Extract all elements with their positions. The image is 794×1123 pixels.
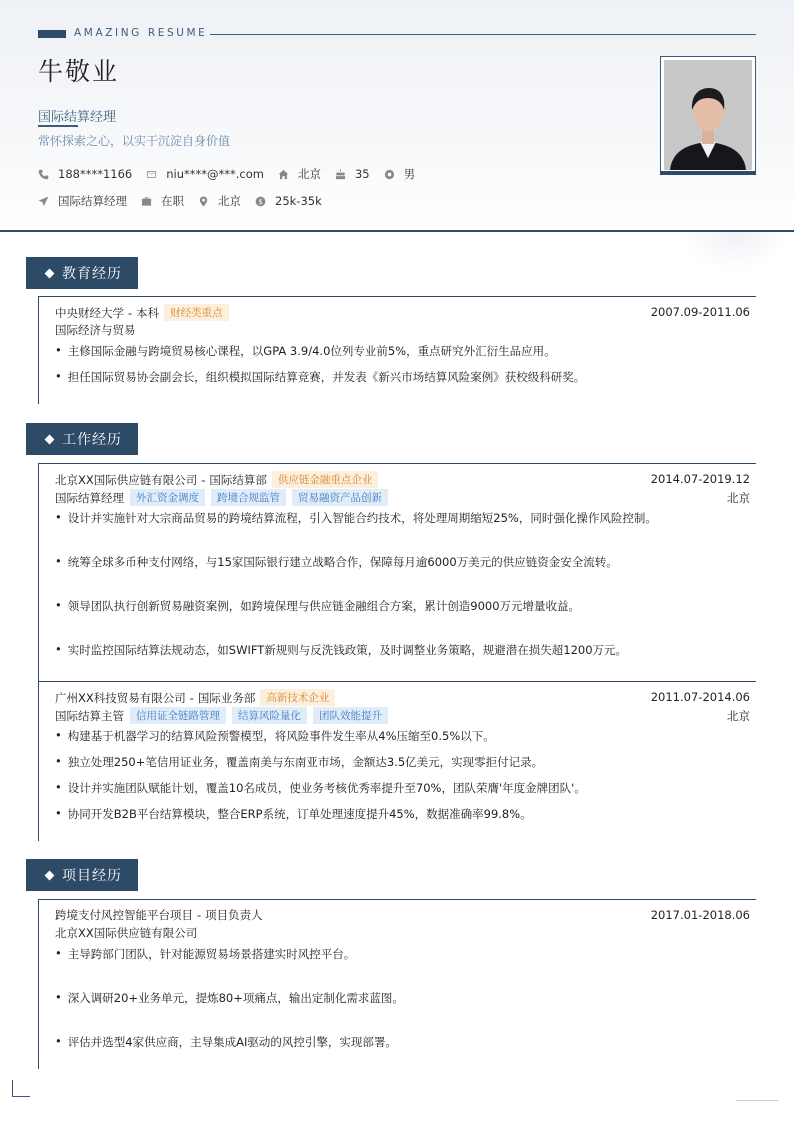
separator: - (201, 472, 206, 487)
separator: - (189, 690, 194, 705)
photo-accent-bar (660, 171, 756, 175)
bullet-text: 深入调研20+业务单元，提炼80+项痛点，输出定制化需求蓝图。 (67, 991, 404, 1005)
bullet-text: 统筹全球多币种支付网络，与15家国际银行建立战略合作，保障每月逾6000万美元的供应链资金安全流转。 (67, 555, 618, 569)
bullet-text: 独立处理250+笔信用证业务，覆盖南美与东南亚市场，金额达3.5亿美元，实现零拒付记录。 (67, 755, 544, 769)
contact-age (335, 167, 370, 181)
separator: - (197, 908, 202, 922)
location-icon (198, 196, 209, 207)
company-badge: 供应链金融重点企业 (272, 471, 379, 488)
intent-city (198, 193, 241, 209)
bullet-dot: • (55, 343, 62, 357)
work-date: 2014.07-2019.12 (650, 472, 750, 486)
intent-position (38, 193, 127, 209)
contact-email (146, 167, 264, 181)
contact-home (278, 166, 321, 182)
skill-tag: 跨境合规监管 (211, 489, 286, 506)
skill-tag: 贸易融资产品创新 (292, 489, 388, 506)
work-position-row (55, 489, 388, 506)
contact-phone (38, 167, 132, 181)
svg-text:$: $ (258, 197, 263, 206)
phone-icon (38, 169, 49, 180)
separator: - (128, 305, 133, 320)
candidate-motto: 常怀探索之心，以实干沉淀自身价值 (38, 134, 231, 148)
portrait-image (664, 60, 752, 170)
education-bullet (55, 369, 585, 385)
section-project (26, 859, 138, 891)
header-decoration (680, 232, 790, 272)
work-city: 北京 (727, 491, 750, 505)
skill-tag: 信用证全链路管理 (130, 707, 226, 724)
section-education (26, 257, 138, 289)
diamond-icon (45, 268, 55, 278)
tag-text: AMAZING RESUME (74, 27, 208, 39)
bullet-text: 主导跨部门团队，针对能源贸易场景搭建实时风控平台。 (67, 947, 356, 961)
candidate-name: 牛敬业 (38, 57, 120, 86)
education-date: 2007.09-2011.06 (650, 305, 750, 319)
work-date: 2011.07-2014.06 (650, 690, 750, 704)
intent-salary (255, 194, 322, 208)
bullet-dot: • (55, 510, 62, 524)
department: 国际结算部 (209, 472, 267, 487)
bullet-text: 领导团队执行创新贸易融资案例，如跨境保理与供应链金融组合方案，累计创造9000万元增量收益。 (67, 599, 581, 613)
intent-city-value: 北京 (218, 194, 241, 208)
company-name: 北京XX国际供应链有限公司 (55, 472, 198, 487)
diamond-icon (45, 870, 55, 880)
intent-salary-value: 25k-35k (275, 194, 322, 208)
bullet-text: 构建基于机器学习的结算风险预警模型，将风险事件发生率从4%压缩至0.5%以下。 (67, 729, 495, 743)
section-project-title: 项目经历 (62, 868, 122, 884)
intent-row (38, 193, 336, 209)
work-bullet (55, 642, 627, 658)
contact-email-value: niu****@***.com (166, 167, 264, 181)
work-header (55, 689, 335, 706)
project-date: 2017.01-2018.06 (650, 908, 750, 922)
education-header (55, 304, 229, 321)
resume-tag (38, 27, 756, 41)
project-company: 北京XX国际供应链有限公司 (55, 926, 198, 940)
school-badge: 财经类重点 (164, 304, 229, 321)
bullet-text: 实时监控国际结算法规动态，如SWIFT新规则与反洗钱政策，及时调整业务策略，规避潜在损失超1200万元。 (67, 643, 628, 657)
corner-decoration (12, 1080, 30, 1097)
degree: 本科 (136, 305, 160, 320)
send-icon (38, 196, 49, 207)
project-header (55, 907, 263, 923)
position: 国际结算经理 (55, 490, 124, 505)
bullet-dot: • (55, 369, 62, 383)
project-bullet (55, 946, 355, 962)
intent-status-value: 在职 (161, 194, 184, 208)
project-name: 跨境支付风控智能平台项目 (55, 908, 193, 922)
contact-home-value: 北京 (297, 167, 321, 181)
header-divider (0, 230, 794, 232)
bullet-text: 设计并实施团队赋能计划，覆盖10名成员，使业务考核优秀率提升至70%，团队荣膺'年度金牌团队'。 (67, 781, 586, 795)
bullet-dot: • (55, 642, 62, 656)
title-underline (38, 125, 78, 127)
tag-line (210, 34, 756, 35)
corner-decoration (736, 1100, 778, 1101)
work-header (55, 471, 378, 488)
position: 国际结算主管 (55, 708, 124, 723)
home-icon (278, 169, 289, 180)
work-bullet (55, 598, 580, 614)
work-bullet (55, 780, 586, 796)
bullet-dot: • (55, 806, 62, 820)
department: 国际业务部 (197, 690, 256, 705)
bullet-dot: • (55, 780, 62, 794)
bullet-dot: • (55, 754, 62, 768)
profile-photo-frame (660, 56, 756, 174)
work-bullet (55, 754, 543, 770)
contact-phone-value: 188****1166 (58, 167, 133, 181)
cake-icon (335, 169, 346, 180)
briefcase-icon (141, 196, 152, 207)
bullet-text: 担任国际贸易协会副会长，组织模拟国际结算竞赛，并发表《新兴市场结算风险案例》获校级科研奖。 (67, 370, 586, 384)
work-bullet (55, 728, 495, 744)
section-education-title: 教育经历 (62, 266, 122, 282)
salary-icon (255, 196, 266, 207)
bullet-dot: • (55, 598, 62, 612)
bullet-text: 评估并选型4家供应商，主导集成AI驱动的风控引擎，实现部署。 (67, 1035, 397, 1049)
contact-age-value: 35 (354, 167, 370, 181)
bullet-dot: • (55, 990, 62, 1004)
bullet-dot: • (55, 1034, 62, 1048)
work-bullet (55, 510, 657, 526)
education-block (38, 296, 756, 404)
company-name: 广州XX科技贸易有限公司 (55, 690, 186, 705)
project-block (38, 899, 756, 1069)
diamond-icon (45, 434, 55, 444)
work-bullet (55, 806, 532, 822)
bullet-dot: • (55, 946, 62, 960)
project-bullet (55, 990, 404, 1006)
profile-photo (664, 60, 752, 170)
bullet-text: 主修国际金融与跨境贸易核心课程，以GPA 3.9/4.0位列专业前5%，重点研究外汇衍生品应用。 (67, 344, 556, 358)
major: 国际经济与贸易 (55, 323, 136, 337)
bullet-dot: • (55, 554, 62, 568)
bullet-text: 协同开发B2B平台结算模块，整合ERP系统，订单处理速度提升45%，数据准确率99.8%。 (67, 807, 532, 821)
intent-status (141, 193, 184, 209)
section-work-title: 工作经历 (62, 432, 122, 448)
intent-position-value: 国际结算经理 (58, 194, 127, 208)
work-bullet (55, 554, 618, 570)
candidate-title: 国际结算经理 (38, 110, 117, 125)
work-block-1 (38, 463, 756, 681)
tag-bar (38, 30, 66, 38)
company-badge: 高新技术企业 (260, 689, 335, 706)
work-city: 北京 (727, 709, 750, 723)
mail-icon (146, 169, 157, 180)
contact-row (38, 166, 429, 182)
section-work (26, 423, 138, 455)
education-bullet (55, 343, 556, 359)
skill-tag: 外汇资金调度 (130, 489, 205, 506)
project-role: 项目负责人 (205, 908, 263, 922)
work-block-2 (38, 681, 756, 841)
skill-tag: 结算风险量化 (232, 707, 307, 724)
bullet-dot: • (55, 728, 62, 742)
school-name: 中央财经大学 (55, 305, 124, 320)
contact-gender-value: 男 (403, 167, 416, 181)
bullet-text: 设计并实施针对大宗商品贸易的跨境结算流程，引入智能合约技术，将处理周期缩短25%，同时强化操作风险控制。 (67, 511, 657, 525)
project-bullet (55, 1034, 397, 1050)
contact-gender (384, 166, 416, 182)
skill-tag: 团队效能提升 (313, 707, 388, 724)
gender-icon (384, 169, 395, 180)
work-position-row (55, 707, 388, 724)
